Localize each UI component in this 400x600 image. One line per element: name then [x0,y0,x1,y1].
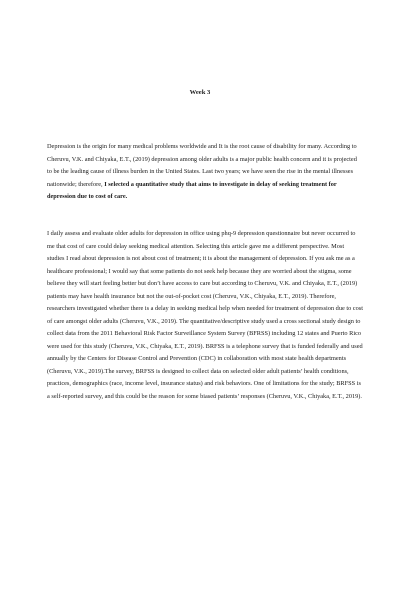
paragraph-1-bold-text: I selected a quantitative study that aims to investigate in delay of seeking treatment for depression due to cost of care. [47,180,337,200]
paragraph-1-body [47,141,363,204]
paragraph-1 [47,141,363,204]
paragraph-2 [47,228,363,403]
paragraph-1-text: Depression is the origin for many medical problems worldwide and It is the root cause of disability for many. According to Cheruvu, V.K. and Chiyaka, E.T., (2019) depression among older adults is a major public health concern and it is projected to be the leading cause of illness burden in the United States. Last two years; we have seen the rise in the mental illnesses nationwide; therefore, [47,143,357,188]
paragraph-2-body: I daily assess and evaluate older adults for depression in office using phq-9 depression questionnaire but never occurred to me that cost of care could delay seeking medical attention. Selecting this article gave me a different perspective. Most studies I read about depression is not about cost of treatment; it is about the management of depression. If you ask me as a healthcare professional; I would say that some patients do not seek help because they are worried about the stigma, some believe they will start feeling better but don’t have access to care but according to Cheruvu, V.K. and Chiyaka, E.T., (2019) patients may have health insurance but not the out-of-pocket cost (Cheruvu, V.K., Chiyaka, E.T., 2019). Therefore, researchers investigated whether there is a delay in seeking medical help when needed for treatment of depression due to cost of care amongst older adults (Cheruvu, V.K., 2019). The quantitative/descriptive study used a cross sectional study design to collect data from the 2011 Behavioral Risk Factor Surveillance System Survey (BFRSS) including 12 states and Puerto Rico were used for this study (Cheruvu, V.K., Chiyaka, E.T., 2019). BRFSS is a telephone survey that is funded federally and used annually by the Centers for Disease Control and Prevention (CDC) in collaboration with most state health departments (Cheruvu, V.K., 2019).The survey, BRFSS is designed to collect data on selected older adult patients’ health conditions, practices, demographics (race, income level, insurance status) and risk behaviors. One of limitations for the study; BRFSS is a self-reported survey, and this could be the reason for some biased patients’ responses (Cheruvu, V.K., Chiyaka, E.T., 2019). [47,230,363,400]
page-title: Week 3 [189,89,211,96]
